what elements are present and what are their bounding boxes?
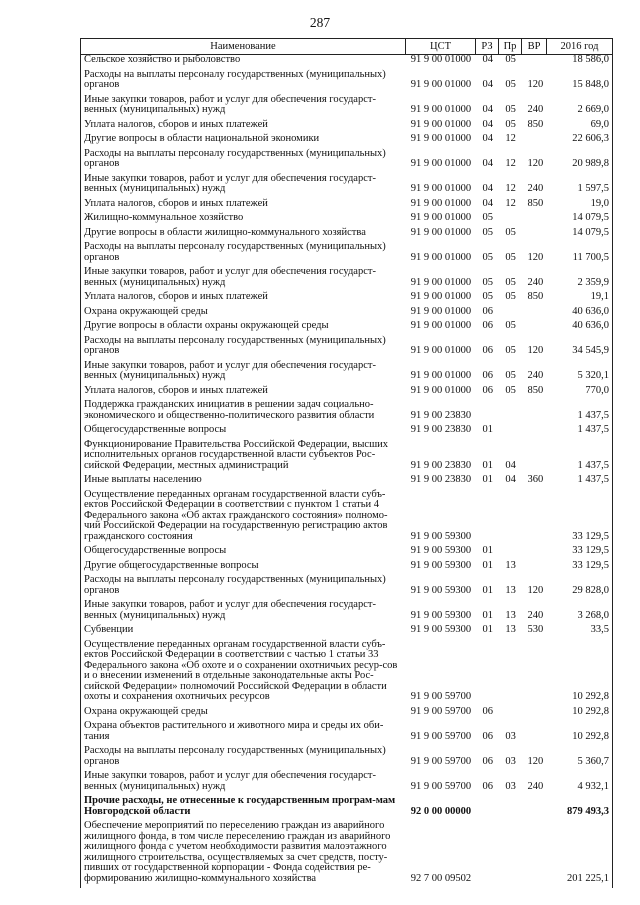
row-vr: 240 <box>527 780 544 792</box>
row-cst: 91 9 00 59300 <box>410 609 472 621</box>
table-row <box>81 70 612 91</box>
row-name: Расходы на выплаты персоналу государственных (муниципальных) органов <box>84 241 386 263</box>
table-row <box>81 242 612 263</box>
table-row <box>81 796 612 817</box>
row-name: Осуществление переданных органам государственной власти субъ-ектов Российской Федерации в соответствии с частью 1 статьи 33 Федерального закона «Об охоте и о сохранении охотничьих ресур-сов и о внесении изменений в отдельные законодательные акты Рос-сийской Федерации» полномочий Российской Федерации в области охоты и сохранения охотничьих ресурсов <box>84 638 398 702</box>
row-cst: 91 9 00 01000 <box>410 384 472 396</box>
row-value: 770,0 <box>585 384 609 396</box>
row-pr: 03 <box>505 730 516 742</box>
row-value: 33 129,5 <box>572 530 609 542</box>
row-cst: 91 9 00 01000 <box>410 158 472 169</box>
row-name: Расходы на выплаты персоналу государственных (муниципальных) органов <box>84 68 386 90</box>
row-vr: 360 <box>527 474 544 485</box>
row-rz: 06 <box>482 305 493 317</box>
row-cst: 91 9 00 01000 <box>410 291 472 302</box>
row-name: Иные выплаты населению <box>84 474 202 485</box>
row-pr: 05 <box>505 226 516 238</box>
row-rz: 01 <box>482 584 493 596</box>
row-value: 3 268,0 <box>577 609 609 621</box>
row-pr: 12 <box>505 197 516 209</box>
table-row <box>81 199 612 210</box>
row-value: 1 437,5 <box>577 409 609 421</box>
row-cst: 91 9 00 59300 <box>410 584 472 596</box>
row-value: 40 636,0 <box>572 320 609 331</box>
row-name: Функционирование Правительства Российской Федерации, высших исполнительных органов государственной власти субъектов Рос-сийской Федерации, местных администраций <box>84 438 389 471</box>
row-pr: 13 <box>505 584 516 596</box>
row-cst: 91 9 00 01000 <box>410 212 472 223</box>
row-value: 19,1 <box>590 291 609 302</box>
row-value: 33 129,5 <box>572 559 609 571</box>
row-value: 2 669,0 <box>577 104 609 115</box>
table-row <box>81 707 612 718</box>
row-value: 11 700,5 <box>572 251 609 263</box>
header-vr: ВР <box>522 39 547 54</box>
row-pr: 05 <box>505 104 516 115</box>
table-row <box>81 386 612 397</box>
table-body <box>81 55 612 884</box>
row-pr: 05 <box>505 291 516 302</box>
row-cst: 91 9 00 23830 <box>410 424 472 435</box>
row-vr: 530 <box>527 624 544 635</box>
table-row <box>81 475 612 486</box>
row-value: 10 292,8 <box>572 705 609 717</box>
row-cst: 91 9 00 01000 <box>410 133 472 144</box>
row-pr: 05 <box>505 118 516 130</box>
row-pr: 12 <box>505 133 516 144</box>
row-cst: 91 9 00 01000 <box>410 345 472 356</box>
row-cst: 91 9 00 01000 <box>410 370 472 381</box>
row-value: 879 493,3 <box>567 805 609 817</box>
row-name: Расходы на выплаты персоналу государственных (муниципальных) органов <box>84 745 386 767</box>
row-value: 34 545,9 <box>572 345 609 356</box>
table-row <box>81 821 612 884</box>
table-row <box>81 425 612 436</box>
row-value: 14 079,5 <box>572 212 609 223</box>
header-rz: РЗ <box>476 39 499 54</box>
row-rz: 01 <box>482 624 493 635</box>
row-pr: 05 <box>505 370 516 381</box>
row-value: 22 606,3 <box>572 133 609 144</box>
table-row <box>81 55 612 66</box>
row-name: Уплата налогов, сборов и иных платежей <box>84 118 268 130</box>
row-cst: 91 9 00 59700 <box>410 730 472 742</box>
row-name: Уплата налогов, сборов и иных платежей <box>84 291 268 302</box>
table-row <box>81 575 612 596</box>
row-rz: 01 <box>482 545 493 556</box>
row-rz: 04 <box>482 104 493 115</box>
row-value: 1 597,5 <box>577 183 609 194</box>
row-cst: 92 0 00 00000 <box>410 805 472 817</box>
row-name: Другие вопросы в области национальной экономики <box>84 133 320 144</box>
row-vr: 120 <box>527 755 544 767</box>
row-name: Иные закупки товаров, работ и услуг для обеспечения государст-венных (муниципальных) нужд <box>84 770 376 792</box>
row-cst: 91 9 00 01000 <box>410 320 472 331</box>
row-name: Другие вопросы в области жилищно-коммунального хозяйства <box>84 226 366 238</box>
table-header <box>81 39 612 55</box>
row-name: Жилищно-коммунальное хозяйство <box>84 212 244 223</box>
table-row <box>81 307 612 318</box>
row-rz: 05 <box>482 226 493 238</box>
row-cst: 91 9 00 01000 <box>410 305 472 317</box>
table-row <box>81 228 612 239</box>
row-pr: 04 <box>505 474 516 485</box>
row-rz: 06 <box>482 730 493 742</box>
row-rz: 04 <box>482 158 493 169</box>
row-rz: 06 <box>482 780 493 792</box>
row-rz: 05 <box>482 212 493 223</box>
row-name: Охрана объектов растительного и животного мира и среды их оби-тания <box>84 720 384 742</box>
row-vr: 120 <box>527 158 544 169</box>
table-row <box>81 336 612 357</box>
row-rz: 01 <box>482 609 493 621</box>
budget-table <box>80 38 613 888</box>
row-cst: 91 9 00 01000 <box>410 226 472 238</box>
row-vr: 240 <box>527 609 544 621</box>
row-vr: 240 <box>527 104 544 115</box>
row-cst: 91 9 00 59300 <box>410 559 472 571</box>
row-name: Уплата налогов, сборов и иных платежей <box>84 384 268 396</box>
row-cst: 91 9 00 01000 <box>410 79 472 90</box>
row-name: Осуществление переданных органам государственной власти субъ-ектов Российской Федерации в соответствии с пунктом 1 статьи 4 Федерального закона «Об актах гражданского состояния» полномо-чий Российской Федерации на государственную регистрацию актов гражданского состояния <box>84 488 388 542</box>
row-cst: 91 9 00 01000 <box>410 118 472 130</box>
row-cst: 91 9 00 59700 <box>410 705 472 717</box>
row-name: Охрана окружающей среды <box>84 705 208 717</box>
table-row <box>81 561 612 572</box>
row-value: 19,0 <box>590 197 609 209</box>
row-rz: 05 <box>482 291 493 302</box>
header-cst: ЦСТ <box>406 39 476 54</box>
table-row <box>81 546 612 557</box>
row-name: Иные закупки товаров, работ и услуг для обеспечения государст-венных (муниципальных) нужд <box>84 266 376 288</box>
row-rz: 05 <box>482 276 493 288</box>
row-cst: 91 9 00 01000 <box>410 54 472 65</box>
row-pr: 12 <box>505 158 516 169</box>
row-name: Иные закупки товаров, работ и услуг для обеспечения государст-венных (муниципальных) нужд <box>84 359 376 381</box>
row-vr: 850 <box>527 384 544 396</box>
row-cst: 91 9 00 59300 <box>410 624 472 635</box>
row-pr: 04 <box>505 459 516 471</box>
row-cst: 91 9 00 59700 <box>410 780 472 792</box>
row-pr: 05 <box>505 276 516 288</box>
row-rz: 01 <box>482 424 493 435</box>
row-value: 201 225,1 <box>567 872 609 884</box>
row-name: Субвенции <box>84 624 134 635</box>
row-pr: 05 <box>505 320 516 331</box>
row-cst: 91 9 00 59300 <box>410 545 472 556</box>
row-value: 1 437,5 <box>577 474 609 485</box>
row-value: 29 828,0 <box>572 584 609 596</box>
row-vr: 120 <box>527 345 544 356</box>
table-row <box>81 400 612 421</box>
row-cst: 91 9 00 01000 <box>410 251 472 263</box>
row-name: Уплата налогов, сборов и иных платежей <box>84 197 268 209</box>
row-cst: 92 7 00 09502 <box>410 872 472 884</box>
row-value: 5 320,1 <box>577 370 609 381</box>
row-value: 15 848,0 <box>572 79 609 90</box>
row-name: Расходы на выплаты персоналу государственных (муниципальных) органов <box>84 574 386 596</box>
table-row <box>81 292 612 303</box>
row-value: 69,0 <box>590 118 609 130</box>
table-row <box>81 640 612 703</box>
row-value: 10 292,8 <box>572 691 609 702</box>
row-pr: 13 <box>505 624 516 635</box>
row-rz: 04 <box>482 118 493 130</box>
row-vr: 120 <box>527 251 544 263</box>
row-value: 20 989,8 <box>572 158 609 169</box>
row-vr: 850 <box>527 291 544 302</box>
row-pr: 05 <box>505 251 516 263</box>
row-name: Обеспечение мероприятий по переселению граждан из аварийного жилищного фонда, в том числе переселению граждан из аварийного жилищного фонда с учетом необходимости развития малоэтажного жилищного строительства, осуществляемых за счет средств, посту-пивших от государственной корпорации - Фонда содействия ре-формированию жилищно-коммунального хозяйства <box>84 820 391 884</box>
row-cst: 91 9 00 01000 <box>410 183 472 194</box>
row-cst: 91 9 00 59700 <box>410 691 472 702</box>
row-cst: 91 9 00 23830 <box>410 459 472 471</box>
row-rz: 06 <box>482 755 493 767</box>
row-rz: 04 <box>482 183 493 194</box>
row-value: 1 437,5 <box>577 424 609 435</box>
row-name: Иные закупки товаров, работ и услуг для обеспечения государст-венных (муниципальных) нужд <box>84 93 376 115</box>
row-pr: 05 <box>505 54 516 65</box>
row-name: Расходы на выплаты персоналу государственных (муниципальных) органов <box>84 334 386 356</box>
row-vr: 120 <box>527 584 544 596</box>
table-row <box>81 134 612 145</box>
row-cst: 91 9 00 23830 <box>410 474 472 485</box>
row-name: Другие общегосударственные вопросы <box>84 559 259 571</box>
row-value: 1 437,5 <box>577 459 609 471</box>
row-rz: 01 <box>482 474 493 485</box>
row-value: 5 360,7 <box>577 755 609 767</box>
header-pr: Пр <box>499 39 522 54</box>
header-year: 2016 год <box>560 41 599 52</box>
row-cst: 91 9 00 01000 <box>410 197 472 209</box>
row-cst: 91 9 00 01000 <box>410 104 472 115</box>
row-rz: 06 <box>482 345 493 356</box>
table-row <box>81 625 612 636</box>
row-value: 4 932,1 <box>577 780 609 792</box>
row-rz: 04 <box>482 54 493 65</box>
row-pr: 05 <box>505 79 516 90</box>
table-row <box>81 120 612 131</box>
row-rz: 04 <box>482 133 493 144</box>
row-value: 18 586,0 <box>572 54 609 65</box>
row-value: 40 636,0 <box>572 305 609 317</box>
row-value: 10 292,8 <box>572 730 609 742</box>
row-name: Иные закупки товаров, работ и услуг для обеспечения государст-венных (муниципальных) нужд <box>84 172 376 194</box>
row-pr: 03 <box>505 755 516 767</box>
table-row <box>81 174 612 195</box>
header-name: Наименование <box>81 39 406 54</box>
row-rz: 05 <box>482 251 493 263</box>
row-name: Расходы на выплаты персоналу государственных (муниципальных) органов <box>84 147 386 169</box>
row-value: 14 079,5 <box>572 226 609 238</box>
table-row <box>81 361 612 382</box>
row-value: 33 129,5 <box>572 545 609 556</box>
row-vr: 850 <box>527 118 544 130</box>
row-rz: 06 <box>482 370 493 381</box>
row-name: Общегосударственные вопросы <box>84 424 227 435</box>
row-rz: 01 <box>482 459 493 471</box>
row-name: Прочие расходы, не отнесенные к государственным програм-мам Новгородской области <box>84 795 396 817</box>
table-row <box>81 213 612 224</box>
row-name: Сельское хозяйство и рыболовство <box>84 54 241 65</box>
row-cst: 91 9 00 23830 <box>410 409 472 421</box>
table-row <box>81 746 612 767</box>
row-name: Общегосударственные вопросы <box>84 545 227 556</box>
row-name: Иные закупки товаров, работ и услуг для обеспечения государст-венных (муниципальных) нужд <box>84 599 376 621</box>
row-name: Другие вопросы в области охраны окружающей среды <box>84 320 329 331</box>
row-rz: 01 <box>482 559 493 571</box>
table-row <box>81 771 612 792</box>
row-value: 33,5 <box>590 624 609 635</box>
row-rz: 04 <box>482 79 493 90</box>
row-name: Поддержка гражданских инициатив в решении задач социально-экономического и общественно-политического развития области <box>84 399 375 421</box>
table-row <box>81 440 612 472</box>
table-row <box>81 321 612 332</box>
row-rz: 06 <box>482 384 493 396</box>
row-vr: 850 <box>527 197 544 209</box>
table-row <box>81 721 612 742</box>
row-pr: 13 <box>505 609 516 621</box>
row-pr: 05 <box>505 384 516 396</box>
table-row <box>81 490 612 543</box>
row-vr: 120 <box>527 79 544 90</box>
row-pr: 13 <box>505 559 516 571</box>
row-cst: 91 9 00 59700 <box>410 755 472 767</box>
table-row <box>81 267 612 288</box>
page-number: 287 <box>309 15 331 30</box>
row-cst: 91 9 00 01000 <box>410 276 472 288</box>
row-vr: 240 <box>527 370 544 381</box>
row-vr: 240 <box>527 183 544 194</box>
table-row <box>81 95 612 116</box>
row-vr: 240 <box>527 276 544 288</box>
row-pr: 05 <box>505 345 516 356</box>
row-value: 2 359,9 <box>577 276 609 288</box>
table-row <box>81 600 612 621</box>
row-cst: 91 9 00 59300 <box>410 530 472 542</box>
row-pr: 12 <box>505 183 516 194</box>
row-name: Охрана окружающей среды <box>84 305 208 317</box>
row-rz: 06 <box>482 705 493 717</box>
table-row <box>81 149 612 170</box>
row-rz: 04 <box>482 197 493 209</box>
row-pr: 03 <box>505 780 516 792</box>
row-rz: 06 <box>482 320 493 331</box>
